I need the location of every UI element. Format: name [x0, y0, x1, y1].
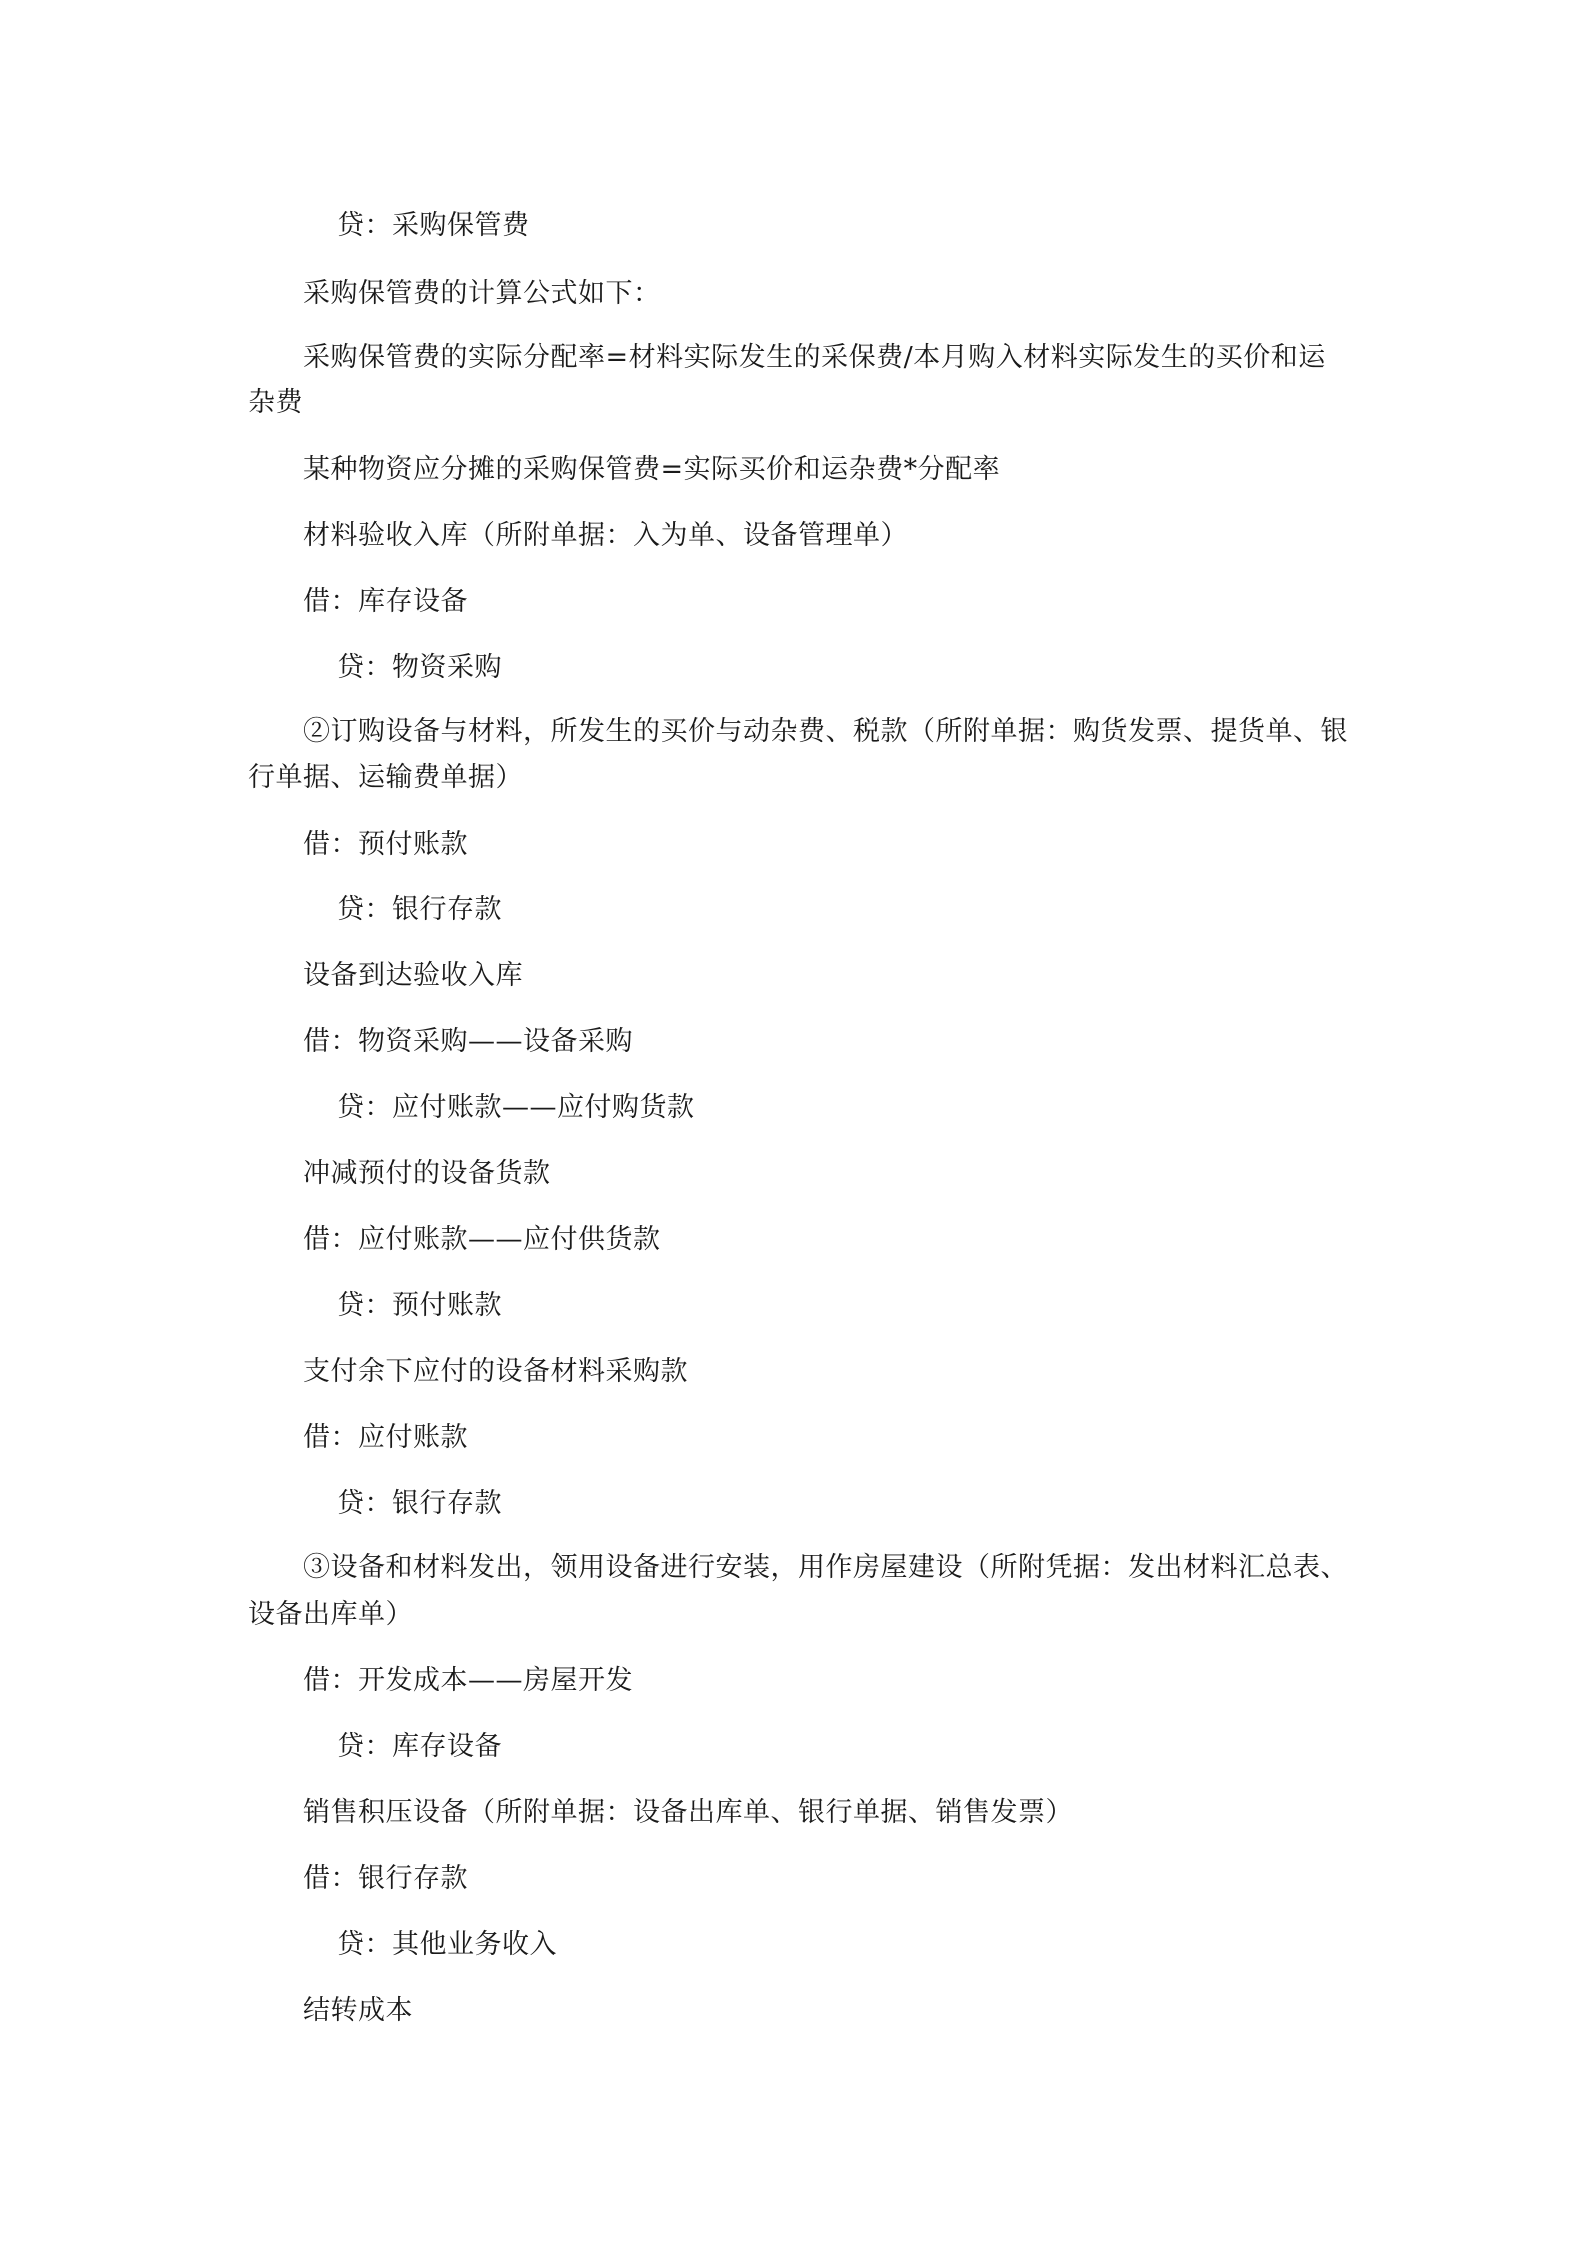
- text-line: 借：银行存款: [303, 1863, 468, 1894]
- text-line: 借：应付账款——应付供货款: [303, 1224, 661, 1255]
- text-line: 贷：应付账款——应付购货款: [337, 1092, 695, 1123]
- text-line: ②订购设备与材料，所发生的买价与动杂费、税款（所附单据：购货发票、提货单、银: [303, 716, 1348, 747]
- text-line: 结转成本: [303, 1995, 413, 2026]
- text-line: 某种物资应分摊的采购保管费=实际买价和运杂费*分配率: [303, 454, 1001, 485]
- text-line: 借：物资采购——设备采购: [303, 1026, 633, 1057]
- text-line: 贷：预付账款: [337, 1290, 502, 1321]
- text-line: 销售积压设备（所附单据：设备出库单、银行单据、销售发票）: [303, 1797, 1073, 1828]
- text-line: 设备到达验收入库: [303, 960, 523, 991]
- text-line: 采购保管费的实际分配率=材料实际发生的采保费/本月购入材料实际发生的买价和运: [303, 342, 1326, 373]
- text-line: 借：开发成本——房屋开发: [303, 1665, 633, 1696]
- text-line: 贷：采购保管费: [337, 210, 530, 241]
- text-line: 行单据、运输费单据）: [248, 762, 523, 793]
- text-line: 贷：库存设备: [337, 1731, 502, 1762]
- text-line: 借：预付账款: [303, 829, 468, 860]
- text-line: 设备出库单）: [248, 1599, 413, 1630]
- text-line: 借：应付账款: [303, 1422, 468, 1453]
- text-line: 贷：银行存款: [337, 894, 502, 925]
- text-line: 贷：银行存款: [337, 1488, 502, 1519]
- text-line: 贷：其他业务收入: [337, 1929, 557, 1960]
- text-line: 借：库存设备: [303, 586, 468, 617]
- text-line: 支付余下应付的设备材料采购款: [303, 1356, 688, 1387]
- text-line: ③设备和材料发出，领用设备进行安装，用作房屋建设（所附凭据：发出材料汇总表、: [303, 1552, 1348, 1583]
- text-line: 冲减预付的设备货款: [303, 1158, 551, 1189]
- text-line: 采购保管费的计算公式如下：: [303, 278, 661, 309]
- text-line: 材料验收入库（所附单据：入为单、设备管理单）: [303, 520, 908, 551]
- text-line: 贷：物资采购: [337, 652, 502, 683]
- text-line: 杂费: [248, 387, 303, 418]
